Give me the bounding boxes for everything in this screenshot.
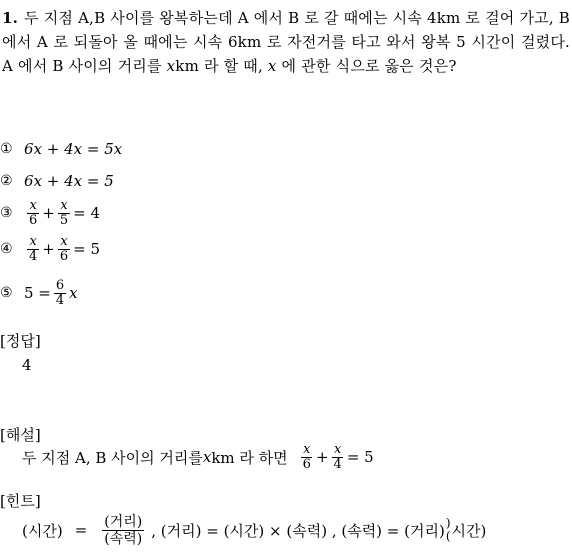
option-3-rhs: = 4 (73, 204, 101, 222)
question-text (2, 6, 570, 78)
explanation-label: [해설] (0, 426, 41, 444)
question-line-2: 가고, B 에서 A 로 되돌아 올 때에는 시속 6km 로 자전거를 타고 와서 왕복 5 (2, 9, 570, 51)
hint-fraction: $\frac{\text{(거리)}}{\text{(속력)}}$ (104, 513, 143, 547)
question-var: x (166, 57, 176, 75)
question-var-2: x (267, 57, 277, 75)
option-2-marker: ② (0, 173, 13, 189)
option-3-marker: ③ (0, 205, 13, 221)
explanation-post: km 라 하면 (211, 448, 288, 467)
option-3-fraction-b: $\frac{x}{5}$ (59, 197, 69, 228)
option-4-marker: ④ (0, 241, 13, 257)
hint-time: (시간) (22, 521, 63, 540)
question-line-1: 두 지점 A,B 사이를 왕복하는데 A 에서 B 로 갈 때에는 시속 4km 로 걸어 (24, 9, 515, 27)
option-5-fraction: $\frac{6}{4}$ (55, 277, 65, 308)
option-4-fraction-a: $\frac{x}{4}$ (29, 233, 38, 264)
option-4[interactable]: ④ $\frac{x}{4}$ + $\frac{x}{6}$ = 5 (0, 233, 101, 264)
option-3-fraction-a: $\frac{x}{6}$ (29, 197, 38, 228)
explanation-rhs: = 5 (346, 448, 374, 466)
question-line-4: 것은? (418, 57, 457, 75)
hint-formulas: , (거리) = (시간) × (속력) , (속력) = (거리) (151, 521, 445, 540)
option-2[interactable] (0, 166, 114, 196)
option-1[interactable] (0, 134, 122, 164)
answer-label: [정답] (0, 332, 41, 350)
explanation-var: x (202, 448, 212, 466)
hint-text: (시간) = $\frac{\text{(거리)}}{\text{(속력)}}$ , (거리) = (시간) × (속력) , (속력) = (거리) ) ( 시간) (22, 513, 487, 547)
option-4-rhs: = 5 (73, 240, 101, 258)
explanation-text: 두 지점 A, B 사이의 거리를 x km 라 하면 $\frac{x}{6}$ + $\frac{x}{4}$ = 5 (22, 441, 374, 472)
answer-value: 4 (22, 356, 32, 374)
question-line-3c: 에 관한 식으로 옳은 (276, 57, 414, 75)
explanation-fraction-b: $\frac{x}{4}$ (333, 441, 342, 472)
question-number: 1. (2, 9, 19, 27)
option-4-fraction-b: $\frac{x}{6}$ (59, 233, 69, 264)
option-5-var: x (69, 284, 78, 302)
question-line-3b: km 라 할 때, (175, 57, 268, 75)
option-5-marker: ⑤ (0, 285, 13, 301)
explanation-fraction-a: $\frac{x}{6}$ (302, 441, 311, 472)
question-line-3a: 시간이 걸렸다. A 에서 B 사이의 거리를 (2, 33, 571, 75)
option-5[interactable] (0, 278, 78, 308)
hint-broken-paren: ) ( (445, 516, 451, 543)
option-5-lhs: 5 = (24, 284, 51, 302)
option-1-marker: ① (0, 141, 13, 157)
option-1-text: 6x + 4x = 5x (24, 140, 123, 158)
option-2-text: 6x + 4x = 5 (24, 172, 114, 190)
hint-label: [힌트] (0, 492, 41, 510)
option-3[interactable]: ③ $\frac{x}{6}$ + $\frac{x}{5}$ = 4 (0, 197, 101, 228)
hint-time-end: 시간) (451, 521, 487, 540)
explanation-pre: 두 지점 A, B 사이의 거리를 (22, 448, 203, 467)
